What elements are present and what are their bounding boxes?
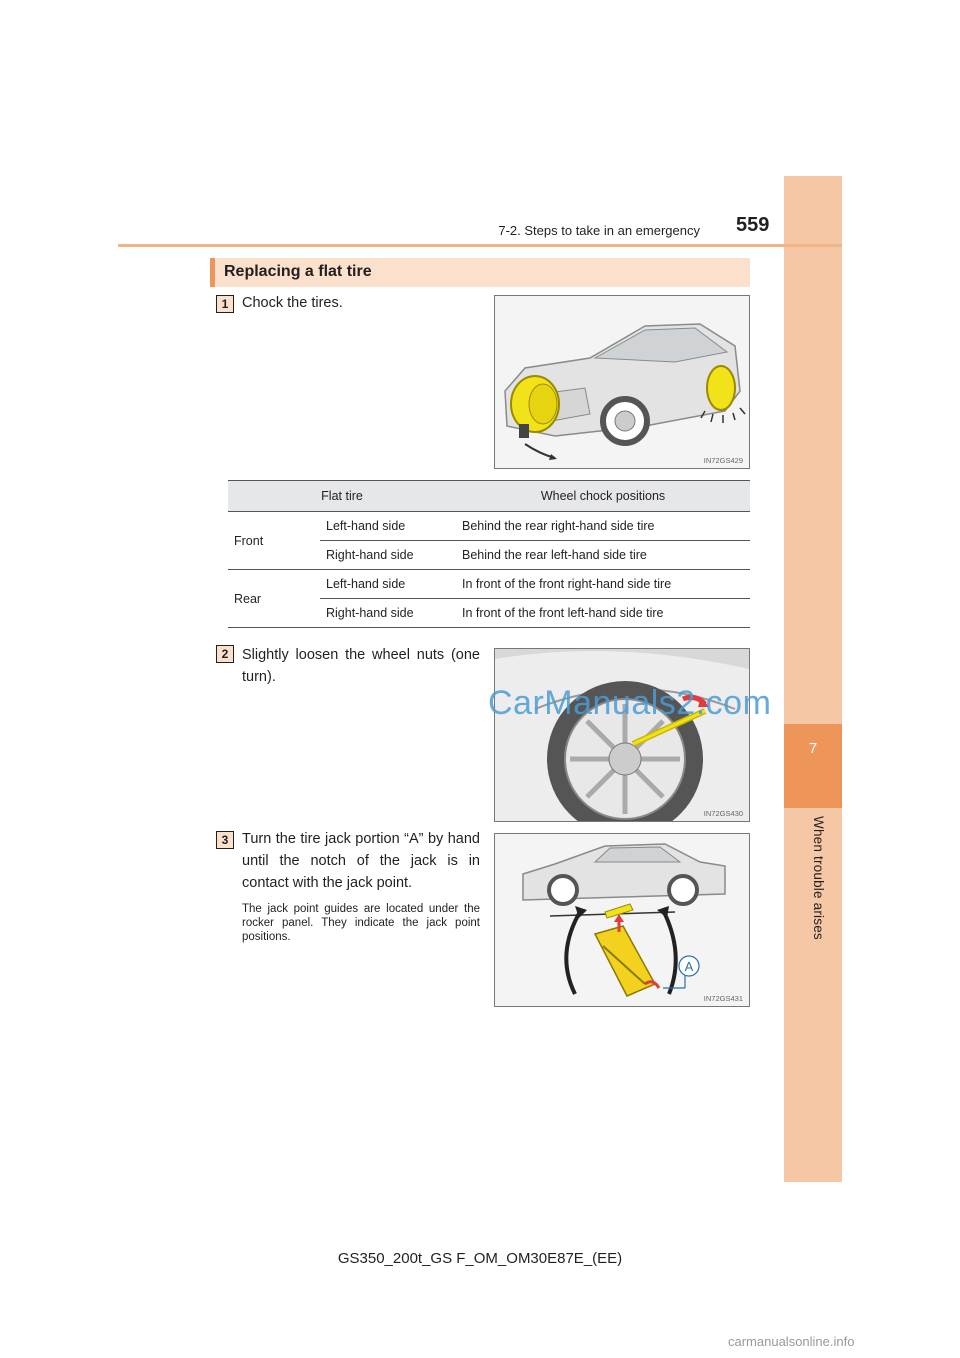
page-number: 559 [736, 214, 770, 236]
figure-jack-position [494, 833, 750, 1007]
figure-chock-tires [494, 295, 750, 469]
running-header-section: 7-2. Steps to take in an emergency [498, 223, 700, 238]
cell-chock: Behind the rear left-hand side tire [456, 541, 750, 570]
watermark-site: carmanualsonline.info [728, 1334, 855, 1349]
figure-code: IN72GS429 [703, 456, 743, 465]
chapter-number-box [784, 724, 842, 808]
jack-illustration [495, 834, 749, 1006]
cell-position-front: Front [228, 512, 320, 570]
figure-code: IN72GS431 [703, 994, 743, 1003]
cell-side: Left-hand side [320, 512, 456, 541]
step-3-badge: 3 [216, 831, 234, 849]
cell-position-rear: Rear [228, 570, 320, 628]
step-1-badge: 1 [216, 295, 234, 313]
watermark-carmanuals: CarManuals2.com [488, 684, 772, 722]
wheel-chock-table [228, 480, 750, 628]
table-row [228, 512, 750, 541]
header-flat-tire: Flat tire [228, 481, 456, 512]
step-3-note: The jack point guides are located under the rocker panel. They indicate the jack point positions. [242, 903, 480, 943]
section-title: Replacing a flat tire [224, 263, 372, 280]
callout-a: A [684, 959, 694, 974]
footer-document-code: GS350_200t_GS F_OM_OM30E87E_(EE) [337, 1250, 623, 1267]
table-header-row [228, 481, 750, 512]
wheel-wrench-illustration [495, 649, 749, 821]
chapter-title: When trouble arises [811, 816, 826, 940]
chapter-number: 7 [808, 740, 818, 757]
header-chock-positions: Wheel chock positions [456, 481, 750, 512]
cell-chock: In front of the front left-hand side tire [456, 599, 750, 628]
car-front-illustration [495, 296, 749, 468]
header-rule [118, 244, 842, 247]
figure-loosen-nuts [494, 648, 750, 822]
cell-chock: In front of the front right-hand side tire [456, 570, 750, 599]
figure-code: IN72GS430 [703, 809, 743, 818]
cell-chock: Behind the rear right-hand side tire [456, 512, 750, 541]
step-2-text: Slightly loosen the wheel nuts (one turn). [242, 647, 480, 685]
chapter-side-tab [784, 176, 842, 1182]
cell-side: Right-hand side [320, 541, 456, 570]
step-3-text: Turn the tire jack portion “A” by hand until the notch of the jack is in contact with the jack point. [242, 831, 480, 891]
step-2-badge: 2 [216, 645, 234, 663]
table-row [228, 570, 750, 599]
cell-side: Left-hand side [320, 570, 456, 599]
cell-side: Right-hand side [320, 599, 456, 628]
step-1-text: Chock the tires. [242, 295, 343, 311]
